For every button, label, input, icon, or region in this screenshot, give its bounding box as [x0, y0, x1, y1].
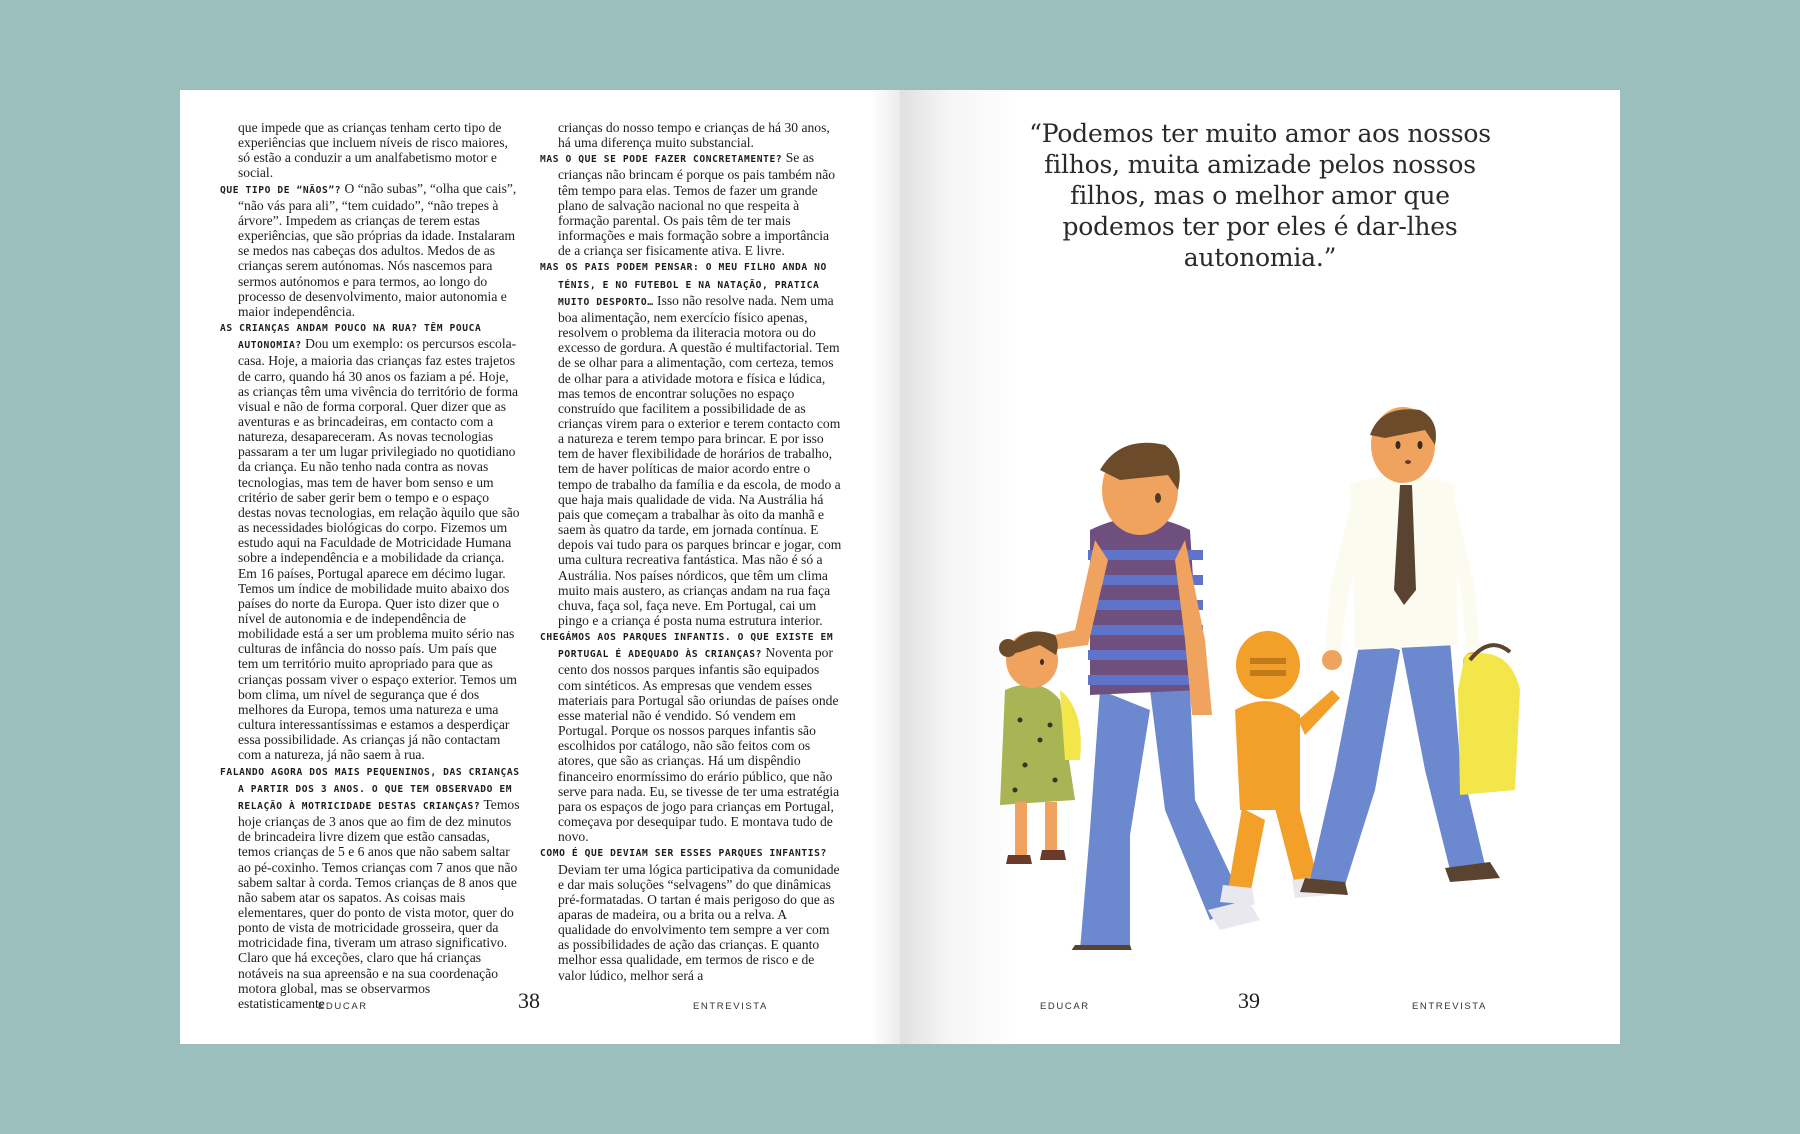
page-number: 38 — [518, 988, 540, 1013]
interview-question: QUE TIPO DE “NÃOS”? — [220, 184, 342, 196]
paragraph — [540, 120, 842, 150]
question-answer-paragraph — [540, 844, 842, 982]
father-striped-shirt-figure — [1035, 443, 1260, 950]
interview-answer: Se as crianças não brincam é porque os pais também não têm tempo para elas. Temos de fazer um grande plano de salvação nacional no que respeita à formação parental. Os pais têm de ter mais informações e mais formação sobre a importância de a criança ser fisicamente ativa. E livre. — [558, 150, 836, 259]
footer-category: ENTREVISTA — [693, 1001, 768, 1012]
text-column-1 — [220, 120, 520, 1011]
interview-answer: Temos hoje crianças de 3 anos que ao fim de dez minutos de brincadeira livre dizem que estão cansadas, temos crianças de 5 e 6 anos que não sabem saltar ao pé-coxinho. Temos crianças com 7 anos que não sabem saltar à corda. Temos crianças de 8 anos que não sabem atar os sapatos. As coisas mais elementares, quer do ponto de vista motor, quer do ponto de vista de motricidade grosseira, quer da motricidade fina, tiveram um atraso significativo. Claro que há exceções, claro que há crianças notáveis na sua apreensão e na sua coordenação motora global, mas se observarmos estatisticamente — [238, 796, 520, 1011]
pull-quote: “Podemos ter muito amor aos nossos filhos, muita amizade pelos nossos filhos, mas o melhor amor que podemos ter por eles é dar-lhes autonomia.” — [1029, 119, 1491, 272]
footer-section: EDUCAR — [1040, 1001, 1090, 1012]
footer-category: ENTREVISTA — [1412, 1001, 1487, 1012]
interview-question: COMO É QUE DEVIAM SER ESSES PARQUES INFANTIS? — [540, 848, 827, 860]
interview-question: AS CRIANÇAS ANDAM POUCO NA RUA? TÊM POUCA AUTONOMIA? — [220, 323, 482, 352]
left-page — [180, 90, 900, 1044]
girl-figure — [999, 631, 1081, 864]
father-white-shirt-figure — [1300, 407, 1520, 895]
page-number: 39 — [1238, 988, 1260, 1013]
magazine-spread — [180, 90, 1620, 1044]
paragraph-text: que impede que as crianças tenham certo tipo de experiências que incluem níveis de risco maiores, só estão a conduzir a um analfabetismo motor e social. — [238, 120, 508, 181]
interview-answer: Deviam ter uma lógica participativa da comunidade e dar mais soluções “selvagens” do que dinâmicas pré-formatadas. O tartan é mais perigoso do que as aparas de madeira, ou a brita ou a relva. A qualidade do envolvimento tem sempre a ver com as possibilidades de ação das crianças. E quanto melhor essa qualidade, em termos de risco e de valor lúdico, melhor será a — [558, 861, 840, 983]
gutter-shadow — [870, 90, 900, 1044]
question-answer-paragraph — [540, 150, 842, 258]
paragraph-text: crianças do nosso tempo e crianças de há 30 anos, há uma diferença muito substancial. — [558, 120, 830, 151]
interview-question: CHEGÁMOS AOS PARQUES INFANTIS. O QUE EXISTE EM PORTUGAL É ADEQUADO ÀS CRIANÇAS? — [540, 632, 834, 661]
question-answer-paragraph — [540, 258, 842, 628]
interview-question: MAS O QUE SE PODE FAZER CONCRETAMENTE? — [540, 154, 783, 166]
question-answer-paragraph — [220, 181, 520, 319]
interview-answer: Dou um exemplo: os percursos escola-casa. Hoje, a maioria das crianças faz estes trajetos de carro, quando há 30 anos os faziam a pé. Hoje, as crianças têm uma vivência do território de forma visual e não de forma corporal. Quer dizer que as aventuras e as brincadeiras, em contacto com a natureza, desapareceram. As novas tecnologias passaram a ter um lugar privilegiado no quotidiano da criança. Eu não tenho nada contra as novas tecnologias, mas tem de haver bom senso e um critério de saber gerir bem o tempo e o espaço destas novas tecnologias, em relação àquilo que são as necessidades biológicas do corpo. Fizemos um estudo aqui na Faculdade de Motricidade Humana sobre a independência e a mobilidade da criança. Em 16 países, Portugal aparece em décimo lugar. Temos um índice de mobilidade muito abaixo dos países do norte da Europa. Quer isto dizer que o nível de autonomia e de independência de mobilidade está a ser um problema muito sério nas culturas de infância do nosso país. Um país que tem um território muito apropriado para que as crianças possam viver o espaço exterior. Temos um bom clima, um nível de segurança que é dos melhores da Europa, temos uma natureza e uma cultura interessantíssimas e estamos a desperdiçar essa possibilidade. As crianças já não contactam com a natureza, já não saem à rua. — [238, 336, 520, 763]
question-answer-paragraph — [540, 628, 842, 844]
question-answer-paragraph — [220, 319, 520, 763]
paragraph — [220, 120, 520, 181]
interview-question: FALANDO AGORA DOS MAIS PEQUENINOS, DAS CRIANÇAS A PARTIR DOS 3 ANOS. O QUE TEM OBSERVADO EM RELAÇÃO À MOTRICIDADE DESTAS CRIANÇAS? — [220, 766, 520, 812]
question-answer-paragraph — [220, 763, 520, 1012]
right-page — [900, 90, 1620, 1044]
family-illustration — [980, 390, 1560, 950]
footer-section: EDUCAR — [318, 1001, 368, 1012]
text-column-2 — [540, 120, 842, 983]
interview-answer: O “não subas”, “olha que cais”, “não vás para ali”, “tem cuidado”, “não trepes à árvore”. Impedem as crianças de terem estas experiências, que são próprias da idade. Instalaram se medos nas cabeças dos adultos. Medos de as crianças serem autónomas. Nós nascemos para sermos autónomos e para termos, ao longo do processo de desenvolvimento, maior autonomia e maior independência. — [238, 180, 517, 319]
interview-question: MAS OS PAIS PODEM PENSAR: O MEU FILHO ANDA NO TÉNIS, E NO FUTEBOL E NA NATAÇÃO, PRATICA MUITO DESPORTO… — [540, 262, 827, 308]
interview-answer: Isso não resolve nada. Nem uma boa alimentação, nem exercício físico apenas, resolvem o problema da iliteracia motora ou do excesso de gordura. A questão é multifactorial. Tem de se olhar para a alimentação, com certeza, temos de olhar para a atividade motora e física e lúdica, mas temos de encontrar soluções no espaço construído que facilitem a possibilidade de as crianças virem para o exterior e terem contacto com a natureza e terem tempo para brincar. E por isso tem de haver flexibilidade de horários de trabalho, tem de haver políticas de maior acordo entre o tempo de trabalho da família e da escola, de modo a que haja mais qualidade de vida. Na Austrália há pais que começam a trabalhar às oito da manhã e saem às quatro da tarde, em jornada contínua. E depois vai tudo para os parques brincar e jogar, com uma cultura recreativa fantástica. Mas não é só a Austrália. Nos países nórdicos, que têm um clima muito mais austero, as crianças andam na rua faça chuva, faça sol, faça neve. Em Portugal, cai um pingo e a criança é posta numa estrutura interior. — [558, 292, 842, 628]
interview-answer: Noventa por cento dos nossos parques infantis são equipados com sintéticos. As empresas que vendem esses materiais para Portugal são oriundas de países onde esse material não é vendido. Só vendem em Portugal. Porque os nossos parques infantis são escolhidos por catálogo, não são feitos com os atores, que são as crianças. Há um dispêndio financeiro enormíssimo do erário público, que não serve para nada. Eu, se tivesse de ter uma estratégia para os espaços de jogo para crianças em Portugal, começava por desequipar tudo. E montava tudo de novo. — [558, 645, 840, 845]
